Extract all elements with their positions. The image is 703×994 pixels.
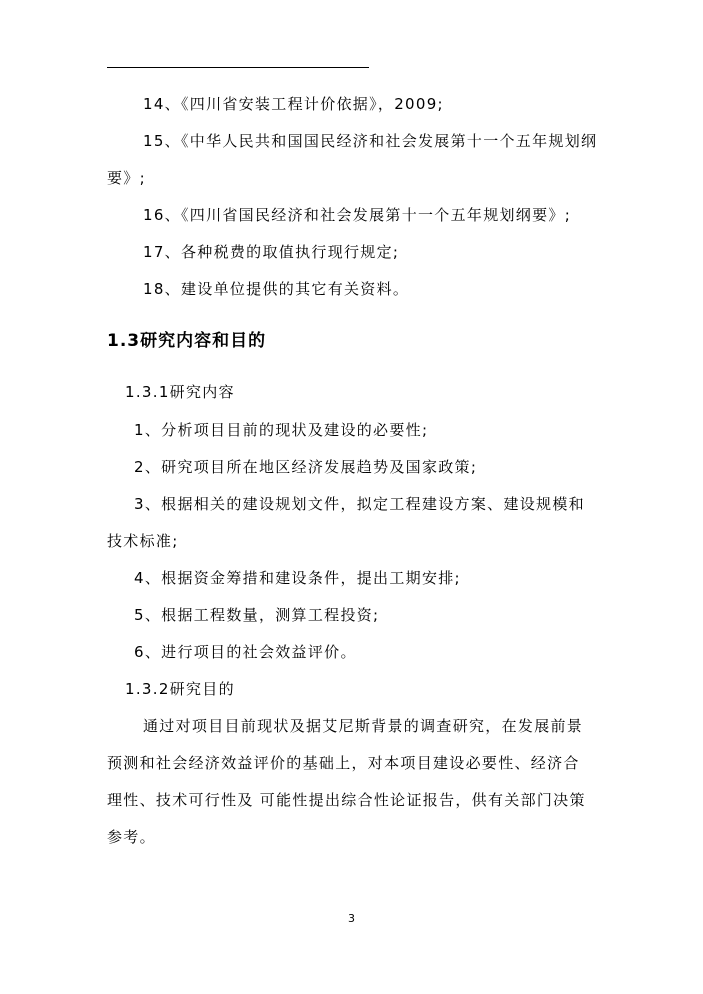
reference-line: 18、建设单位提供的其它有关资料。 <box>143 280 410 298</box>
subsection-heading: 1.3.1研究内容 <box>125 383 235 401</box>
content-item: 1、分析项目目前的现状及建设的必要性; <box>134 421 429 439</box>
content-item: 3、根据相关的建设规划文件，拟定工程建设方案、建设规模和 <box>134 495 585 513</box>
page-number: 3 <box>348 912 355 925</box>
section-heading: 1.3研究内容和目的 <box>107 331 267 351</box>
header-rule <box>107 67 369 68</box>
purpose-paragraph-line: 通过对项目目前现状及据艾尼斯背景的调查研究，在发展前景 <box>143 717 584 735</box>
content-item: 5、根据工程数量，测算工程投资; <box>134 606 380 624</box>
reference-line: 17、各种税费的取值执行现行规定; <box>143 243 400 261</box>
content-item: 技术标准; <box>107 532 179 550</box>
purpose-paragraph-line: 参考。 <box>107 828 156 846</box>
purpose-paragraph-line: 预测和社会经济效益评价的基础上，对本项目建设必要性、经济合 <box>107 754 580 772</box>
reference-line: 14、《四川省安装工程计价依据》，2009; <box>143 95 444 113</box>
content-item: 2、研究项目所在地区经济发展趋势及国家政策; <box>134 458 478 476</box>
purpose-paragraph-line: 理性、技术可行性及 可能性提出综合性论证报告，供有关部门决策 <box>107 791 586 809</box>
subsection-heading: 1.3.2研究目的 <box>125 680 235 698</box>
content-item: 6、进行项目的社会效益评价。 <box>134 643 357 661</box>
reference-line: 16、《四川省国民经济和社会发展第十一个五年规划纲要》; <box>143 206 572 224</box>
content-item: 4、根据资金筹措和建设条件，提出工期安排; <box>134 569 461 587</box>
reference-line: 要》; <box>107 169 146 187</box>
reference-line: 15、《中华人民共和国国民经济和社会发展第十一个五年规划纲 <box>143 132 598 150</box>
